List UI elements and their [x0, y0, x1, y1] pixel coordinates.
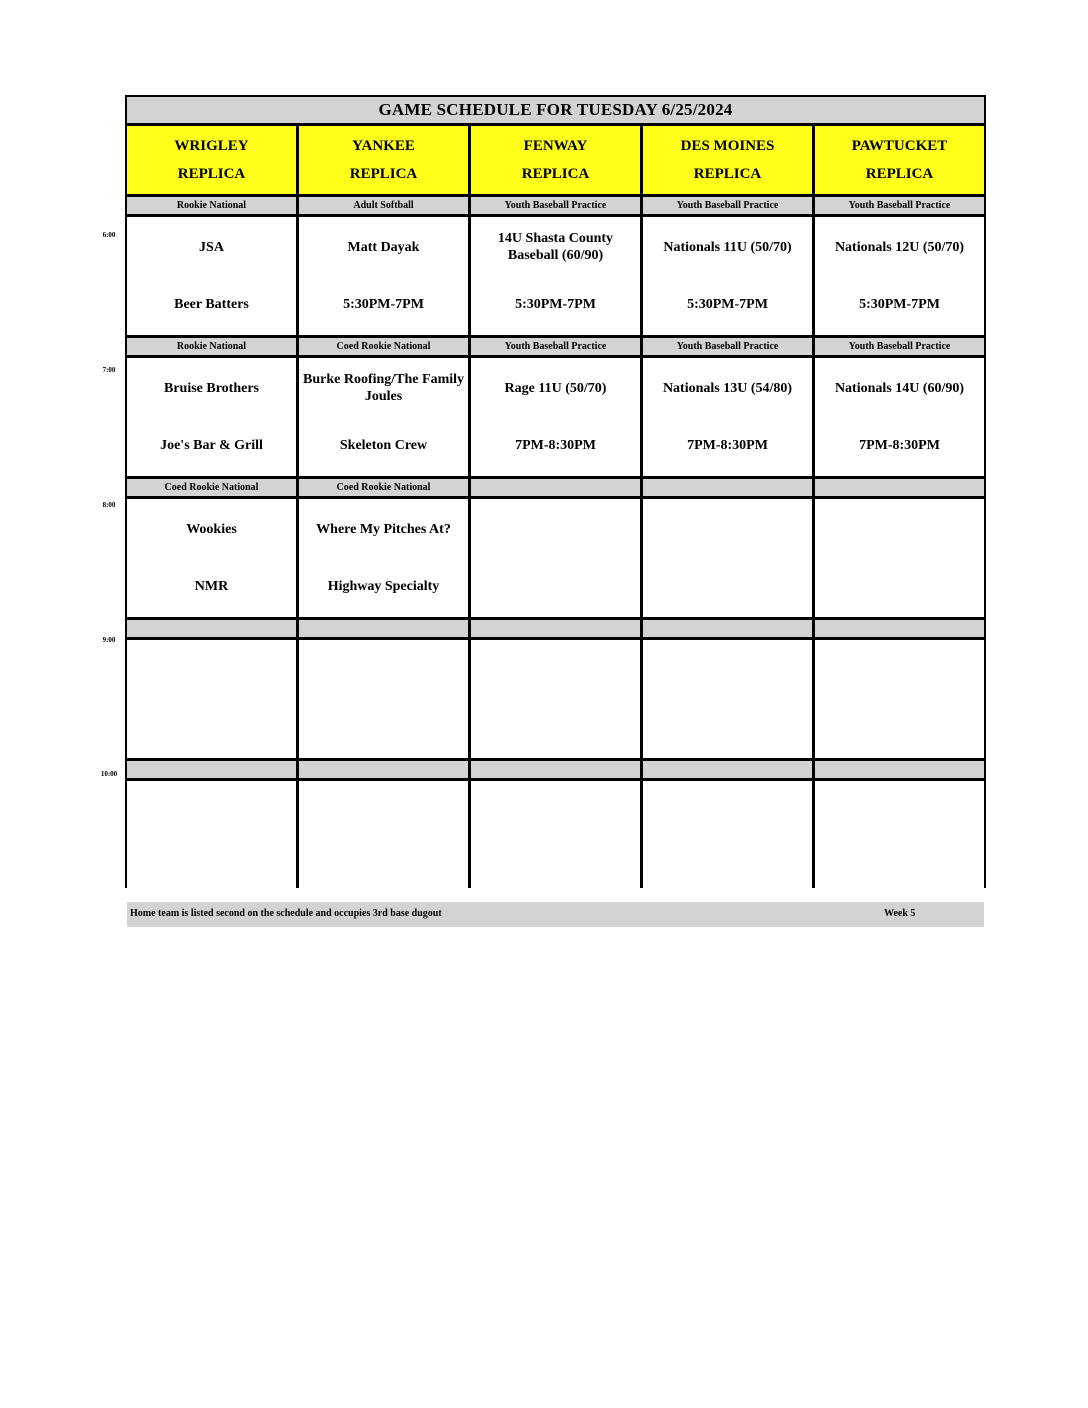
home-team: 7PM-8:30PM: [515, 438, 596, 453]
game-cell: [127, 499, 296, 617]
league-label: Youth Baseball Practice: [815, 197, 984, 214]
away-team: [475, 509, 636, 549]
field-subtitle: REPLICA: [349, 165, 418, 182]
field-name: YANKEE: [352, 137, 415, 154]
home-team: [819, 716, 980, 740]
game-cell: [471, 358, 640, 476]
game-cell: [643, 499, 812, 617]
league-label: Rookie National: [127, 197, 296, 214]
game-cell: [815, 781, 984, 899]
away-team: [131, 650, 292, 690]
home-team: [819, 575, 980, 599]
field-name: PAWTUCKET: [851, 137, 948, 154]
home-team: [303, 857, 464, 881]
league-label: [127, 761, 296, 778]
league-label: Youth Baseball Practice: [815, 338, 984, 355]
field-header-yankee: [299, 126, 468, 194]
away-team: [131, 791, 292, 831]
game-cell: [643, 358, 812, 476]
field-subtitle: REPLICA: [521, 165, 590, 182]
schedule-title: GAME SCHEDULE FOR TUESDAY 6/25/2024: [127, 97, 984, 123]
field-header-fenway: [471, 126, 640, 194]
game-cell: [127, 358, 296, 476]
league-label: [815, 479, 984, 496]
game-cell: [643, 640, 812, 758]
league-label: Youth Baseball Practice: [643, 338, 812, 355]
league-label: [471, 620, 640, 637]
away-team: Where My Pitches At?: [316, 521, 451, 537]
field-name: WRIGLEY: [174, 137, 249, 154]
week-label: Week 5: [884, 908, 916, 919]
league-label: Adult Softball: [299, 197, 468, 214]
home-team: [131, 716, 292, 740]
home-team: 5:30PM-7PM: [859, 297, 940, 312]
field-header-wrigley: [127, 126, 296, 194]
home-team: NMR: [194, 579, 229, 594]
league-label: [815, 620, 984, 637]
game-cell: [299, 358, 468, 476]
home-team: [303, 716, 464, 740]
away-team: [475, 791, 636, 831]
game-cell: [471, 640, 640, 758]
field-name: FENWAY: [523, 137, 588, 154]
game-cell: [471, 499, 640, 617]
time-label: 8:00: [102, 501, 116, 509]
away-team: [303, 791, 464, 831]
league-label: [471, 761, 640, 778]
game-cell: [127, 781, 296, 899]
league-label: Coed Rookie National: [299, 338, 468, 355]
league-label: [299, 620, 468, 637]
game-cell: [815, 640, 984, 758]
game-cell: [815, 499, 984, 617]
home-team: [131, 857, 292, 881]
home-team: [647, 857, 808, 881]
away-team: Nationals 12U (50/70): [834, 239, 965, 255]
game-cell: [299, 499, 468, 617]
home-team: [647, 716, 808, 740]
league-label: Youth Baseball Practice: [471, 338, 640, 355]
home-team: Beer Batters: [174, 297, 249, 312]
away-team: Rage 11U (50/70): [504, 380, 607, 396]
away-team: 14U Shasta County Baseball (60/90): [497, 231, 614, 263]
home-team: 7PM-8:30PM: [859, 438, 940, 453]
away-team: Nationals 14U (60/90): [834, 380, 965, 396]
home-team: 5:30PM-7PM: [343, 297, 424, 312]
field-header-des-moines: [643, 126, 812, 194]
league-label: Coed Rookie National: [299, 479, 468, 496]
league-label: Rookie National: [127, 338, 296, 355]
league-label: [643, 620, 812, 637]
game-cell: [471, 781, 640, 899]
league-label: [643, 761, 812, 778]
footer-note: Home team is listed second on the schedule and occupies 3rd base dugout: [130, 908, 442, 919]
home-team: Highway Specialty: [327, 579, 440, 594]
league-label: Youth Baseball Practice: [471, 197, 640, 214]
home-team: [475, 857, 636, 881]
home-team: 7PM-8:30PM: [687, 438, 768, 453]
home-team: [475, 575, 636, 599]
home-team: [647, 575, 808, 599]
league-label: [299, 761, 468, 778]
field-header-pawtucket: [815, 126, 984, 194]
league-label: [471, 479, 640, 496]
time-label: 10:00: [100, 770, 118, 778]
field-subtitle: REPLICA: [693, 165, 762, 182]
time-label: 7:00: [102, 366, 116, 374]
away-team: [475, 650, 636, 690]
away-team: Bruise Brothers: [163, 380, 259, 396]
away-team: JSA: [199, 239, 224, 255]
league-label: [127, 620, 296, 637]
home-team: [475, 716, 636, 740]
away-team: [819, 650, 980, 690]
schedule-table: [125, 95, 986, 919]
league-label: Youth Baseball Practice: [643, 197, 812, 214]
away-team: Nationals 13U (54/80): [662, 380, 793, 396]
game-cell: [815, 358, 984, 476]
away-team: [647, 509, 808, 549]
league-label: [643, 479, 812, 496]
away-team: [819, 791, 980, 831]
footer-bar: [127, 902, 984, 927]
home-team: Skeleton Crew: [339, 438, 428, 453]
game-cell: [299, 640, 468, 758]
game-cell: [643, 217, 812, 335]
time-label: 6:00: [102, 231, 116, 239]
field-subtitle: REPLICA: [865, 165, 934, 182]
time-label: 9:00: [102, 636, 116, 644]
away-team: [303, 650, 464, 690]
home-team: 5:30PM-7PM: [687, 297, 768, 312]
away-team: [819, 509, 980, 549]
league-label: [815, 761, 984, 778]
away-team: Wookies: [186, 521, 237, 537]
field-name: DES MOINES: [680, 137, 775, 154]
home-team: Joe's Bar & Grill: [160, 438, 263, 453]
game-cell: [299, 781, 468, 899]
game-cell: [643, 781, 812, 899]
field-subtitle: REPLICA: [177, 165, 246, 182]
away-team: Nationals 11U (50/70): [663, 239, 792, 255]
game-cell: [127, 217, 296, 335]
league-label: Coed Rookie National: [127, 479, 296, 496]
game-cell: [815, 217, 984, 335]
away-team: Burke Roofing/The Family Joules: [303, 372, 465, 404]
away-team: [647, 650, 808, 690]
game-cell: [471, 217, 640, 335]
home-team: 5:30PM-7PM: [515, 297, 596, 312]
away-team: [647, 791, 808, 831]
game-cell: [299, 217, 468, 335]
home-team: [819, 857, 980, 881]
away-team: Matt Dayak: [347, 239, 420, 255]
game-cell: [127, 640, 296, 758]
